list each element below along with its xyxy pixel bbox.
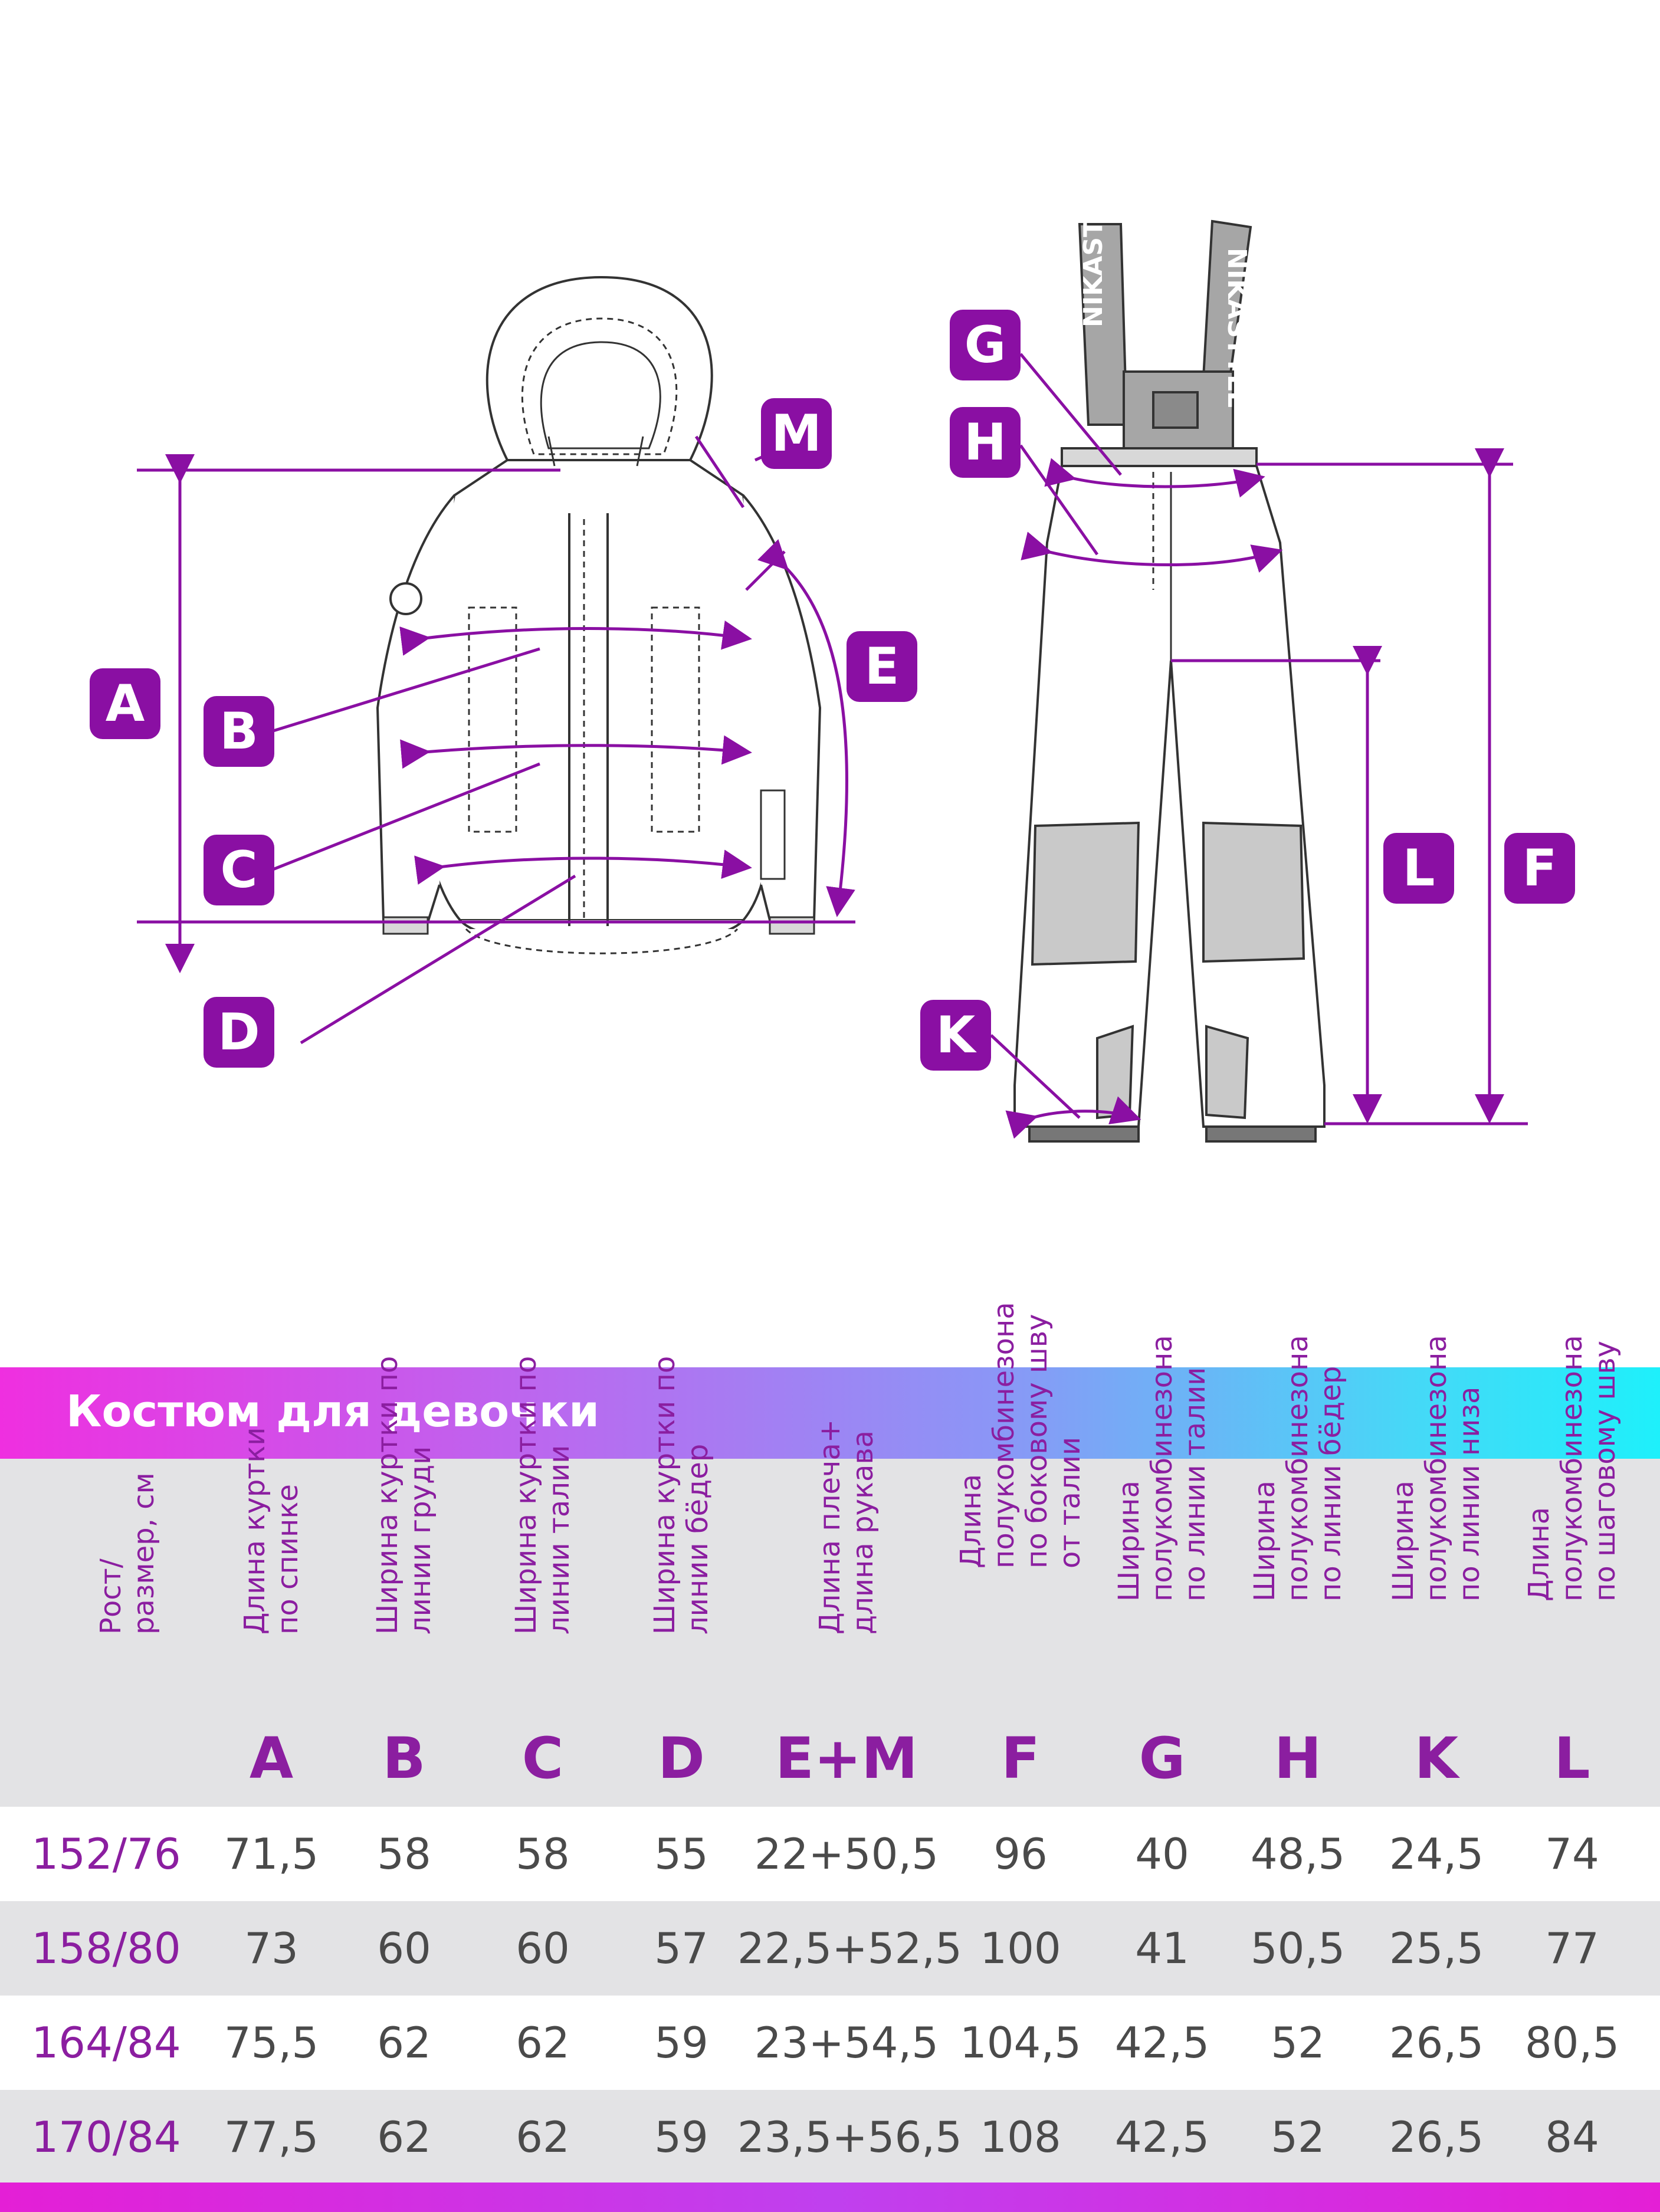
cell: 26,5: [1389, 2018, 1484, 2067]
cell: 58: [516, 1829, 570, 1879]
header-letter: D: [658, 1725, 705, 1791]
header-h: [1233, 1335, 1363, 1807]
badge-a: A: [90, 668, 160, 739]
cell: 96: [993, 1829, 1048, 1879]
table-row: [0, 2090, 1660, 2184]
header-desc: Ширина полукомбинезона по линии бёдер: [1248, 1335, 1347, 1601]
header-letter: H: [1274, 1725, 1322, 1791]
header-letter: E+M: [775, 1725, 918, 1791]
cell-size: 170/84: [31, 2112, 181, 2162]
header-desc: Ширина полукомбинезона по линии низа: [1387, 1335, 1486, 1601]
header-letter: A: [249, 1725, 294, 1791]
header-desc: Длина куртки по спинке: [238, 1427, 304, 1635]
cell: 77,5: [224, 2112, 319, 2162]
header-letter: G: [1139, 1725, 1186, 1791]
header-l: [1507, 1335, 1637, 1807]
cell: 52: [1271, 2112, 1325, 2162]
header-d: [622, 1356, 740, 1807]
cell: 59: [654, 2018, 708, 2067]
strap-logo-left: NIKASTYLE: [1078, 166, 1108, 327]
header-c: [484, 1356, 602, 1807]
cell: 48,5: [1250, 1829, 1346, 1879]
cell: 57: [654, 1924, 708, 1973]
header-desc: Ширина куртки по линии бёдер: [648, 1356, 714, 1635]
badge-e: E: [847, 631, 917, 702]
cell: 60: [377, 1924, 431, 1973]
cell: 24,5: [1389, 1829, 1484, 1879]
cell: 50,5: [1250, 1924, 1346, 1973]
cell: 52: [1271, 2018, 1325, 2067]
badge-k: K: [920, 1000, 991, 1071]
cell-size: 164/84: [31, 2018, 181, 2067]
cell: 80,5: [1524, 2018, 1620, 2067]
header-desc: Длина полукомбинезона по боковому шву от талии: [954, 1302, 1087, 1568]
badge-b: B: [204, 696, 274, 767]
cell: 100: [980, 1924, 1061, 1973]
table-row: [0, 1807, 1660, 1901]
cell: 62: [516, 2112, 570, 2162]
table-row: [0, 1996, 1660, 2090]
cell: 84: [1545, 2112, 1599, 2162]
header-desc: Рост/ размер, см: [94, 1472, 160, 1635]
strap-logo-right: NIKASTYLE: [1222, 248, 1252, 409]
header-letter: K: [1414, 1725, 1459, 1791]
cell: 62: [377, 2018, 431, 2067]
badge-l: L: [1383, 833, 1454, 904]
cell: 25,5: [1389, 1924, 1484, 1973]
cell: 40: [1135, 1829, 1189, 1879]
cell: 59: [654, 2112, 708, 2162]
cell: 58: [377, 1829, 431, 1879]
badge-m: M: [761, 398, 832, 469]
cell: 104,5: [959, 2018, 1082, 2067]
header-letter: B: [382, 1725, 426, 1791]
badge-h: H: [950, 407, 1021, 478]
cell: 22+50,5: [754, 1829, 939, 1879]
header-desc: Длина полукомбинезона по шаговому шву: [1523, 1335, 1622, 1601]
header-letter: L: [1554, 1725, 1590, 1791]
header-desc: Ширина куртки по линии талии: [510, 1356, 576, 1635]
header-letter: C: [521, 1725, 564, 1791]
header-desc: Ширина куртки по линии груди: [371, 1356, 437, 1635]
cell: 26,5: [1389, 2112, 1484, 2162]
cell: 75,5: [224, 2018, 319, 2067]
badge-f: F: [1504, 833, 1575, 904]
bottom-accent-bar: [0, 2183, 1660, 2212]
cell: 41: [1135, 1924, 1189, 1973]
cell: 42,5: [1114, 2018, 1210, 2067]
cell: 73: [244, 1924, 298, 1973]
cell: 23,5+56,5: [737, 2112, 962, 2162]
header-g: [1097, 1335, 1227, 1807]
header-size: [32, 1459, 160, 1807]
cell: 74: [1545, 1829, 1599, 1879]
cell: 55: [654, 1829, 708, 1879]
header-b: [345, 1356, 463, 1807]
badge-d: D: [204, 997, 274, 1068]
header-em: [749, 1419, 944, 1807]
cell: 42,5: [1114, 2112, 1210, 2162]
header-desc: Длина плеча+ длина рукава: [813, 1419, 880, 1635]
cell: 60: [516, 1924, 570, 1973]
header-letter: F: [1001, 1725, 1040, 1791]
badge-c: C: [204, 835, 274, 905]
cell: 23+54,5: [754, 2018, 939, 2067]
table-title: Костюм для девочки: [66, 1386, 600, 1437]
cell-size: 152/76: [31, 1829, 181, 1879]
cell: 71,5: [224, 1829, 319, 1879]
header-k: [1372, 1335, 1501, 1807]
header-desc: Ширина полукомбинезона по линии талии: [1113, 1335, 1212, 1601]
cell-size: 158/80: [31, 1924, 181, 1973]
badge-g: G: [950, 310, 1021, 380]
header-a: [212, 1427, 330, 1807]
cell: 77: [1545, 1924, 1599, 1973]
header-f: [954, 1302, 1087, 1807]
jacket-drawing: [378, 277, 820, 953]
table-row: [0, 1901, 1660, 1996]
overalls-drawing: [1015, 221, 1324, 1141]
cell: 62: [377, 2112, 431, 2162]
cell: 62: [516, 2018, 570, 2067]
cell: 22,5+52,5: [737, 1924, 962, 1973]
cell: 108: [980, 2112, 1061, 2162]
